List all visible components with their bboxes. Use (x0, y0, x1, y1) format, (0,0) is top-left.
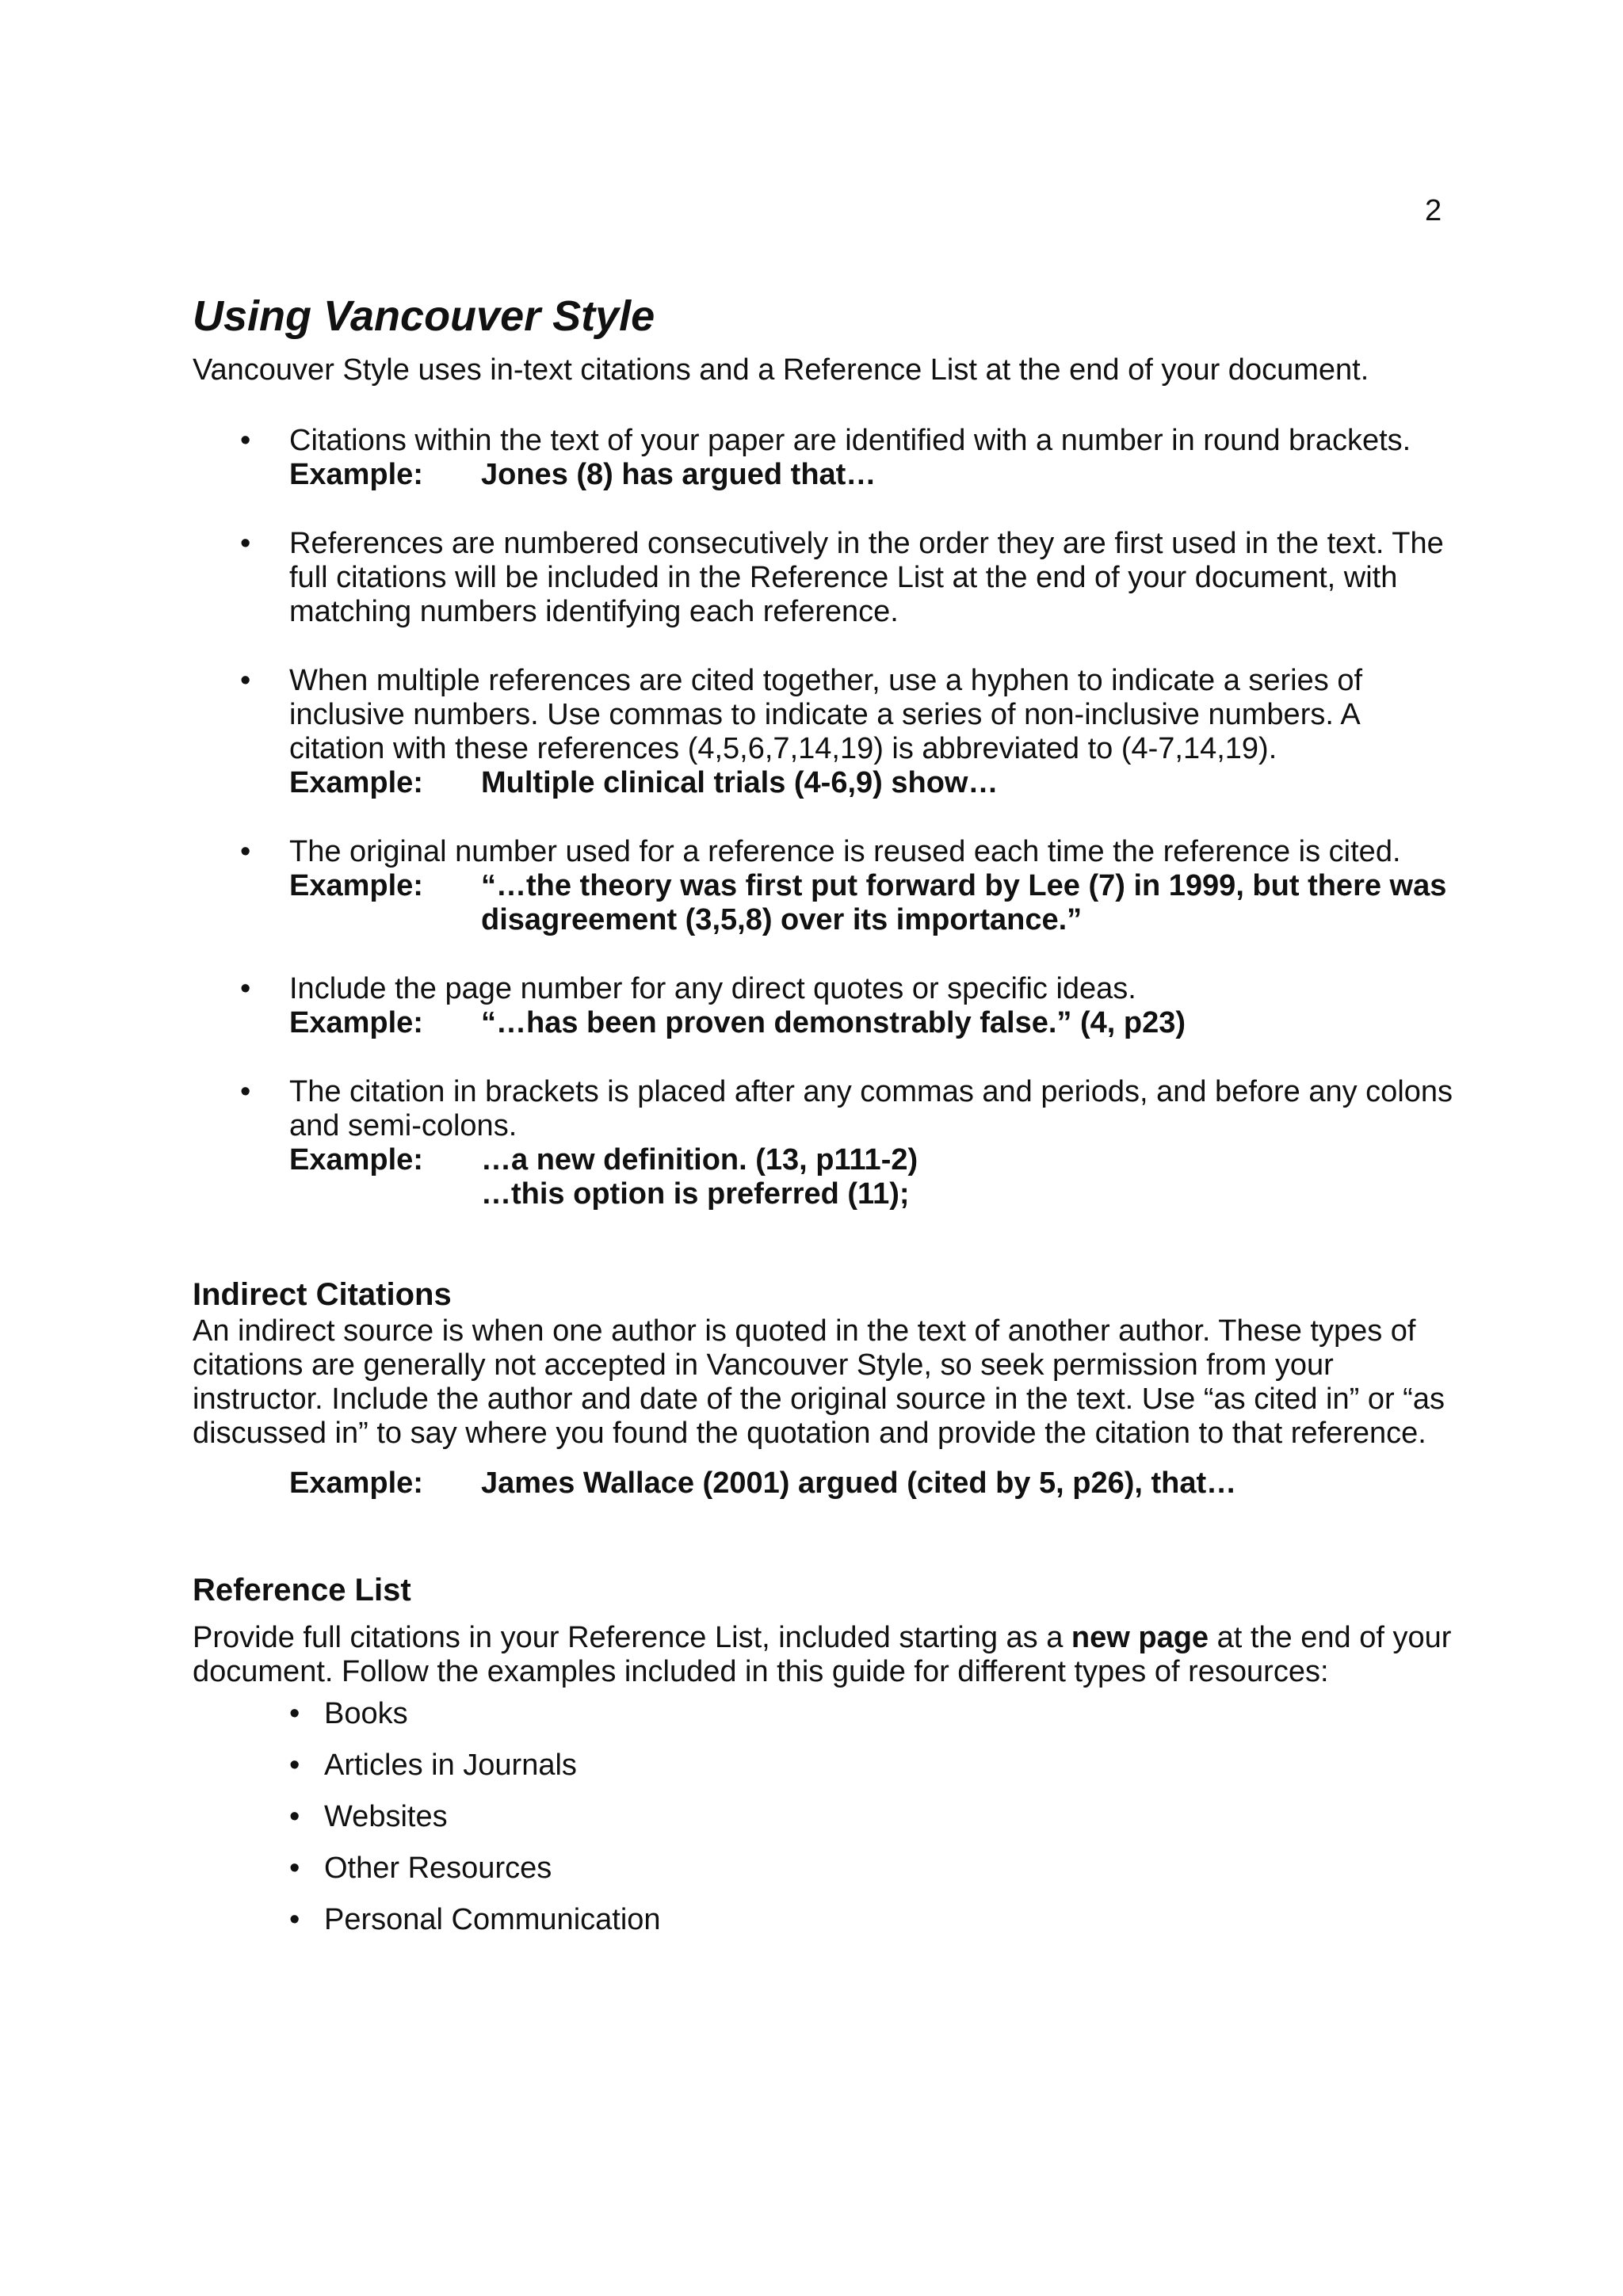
example-text (481, 1143, 1461, 1211)
rule-item (193, 1075, 1461, 1211)
example-label: Example: (289, 1143, 423, 1177)
resource-types-list (193, 1697, 1461, 1937)
bullet-icon: • (240, 1075, 251, 1108)
indirect-citations-section (193, 1275, 1461, 1501)
bullet-icon: • (289, 1697, 300, 1730)
example-text (481, 869, 1461, 937)
example-label: Example: (289, 1006, 423, 1039)
example-line: “…has been proven demonstrably false.” (4, p23) (481, 1006, 1186, 1039)
bullet-icon: • (240, 424, 251, 457)
example-row (289, 766, 1461, 800)
bullet-icon: • (289, 1749, 300, 1782)
example-text (481, 766, 1461, 800)
resource-type-item (193, 1903, 1461, 1937)
bullet-icon: • (240, 972, 251, 1005)
bullet-icon: • (289, 1903, 300, 1936)
bullet-icon: • (289, 1852, 300, 1885)
rule-item (193, 835, 1461, 937)
example-label: Example: (289, 1466, 423, 1500)
example-line: Multiple clinical trials (4-6,9) show… (481, 766, 999, 799)
reference-text-after: at the end of your document. Follow the examples included in this guide for different types of resources: (193, 1621, 1452, 1688)
example-line: “…the theory was first put forward by Lee (7) in 1999, but there was disagreement (3,5,8) over its importance.” (481, 869, 1447, 936)
example-line: …a new definition. (13, p111-2) (481, 1143, 918, 1177)
bullet-icon: • (240, 835, 251, 868)
reference-list-section (193, 1570, 1461, 1937)
example-line: …this option is preferred (11); (481, 1177, 910, 1211)
rule-item (193, 972, 1461, 1040)
example-text (481, 458, 1461, 492)
page-title: Using Vancouver Style (193, 292, 655, 340)
example-label: Example: (289, 869, 423, 902)
rule-text: Citations within the text of your paper are identified with a number in round brackets. (289, 424, 1411, 457)
bullet-icon: • (240, 664, 251, 697)
rule-text: The original number used for a reference is reused each time the reference is cited. (289, 835, 1401, 868)
example-row (289, 869, 1461, 937)
resource-type-label: Personal Communication (324, 1903, 661, 1936)
rule-item (193, 664, 1461, 800)
reference-list-heading: Reference List (193, 1573, 411, 1608)
rule-item (193, 424, 1461, 492)
example-row (289, 1143, 1461, 1211)
resource-type-label: Articles in Journals (324, 1749, 577, 1782)
example-line: Jones (8) has argued that… (481, 458, 876, 491)
indirect-citations-heading: Indirect Citations (193, 1277, 452, 1312)
resource-type-item (193, 1697, 1461, 1731)
rule-text: When multiple references are cited together, use a hyphen to indicate a series of inclusive numbers. Use commas to indicate a series of non-inclusive numbers. A citation with these references (4,5,6,7,14,19) is abbreviated to (4-7,14,19). (289, 664, 1363, 765)
resource-type-label: Other Resources (324, 1852, 552, 1885)
example-text (481, 1006, 1461, 1040)
resource-type-label: Websites (324, 1800, 448, 1833)
rule-item (193, 527, 1461, 629)
indirect-example-row (193, 1466, 1461, 1501)
resource-type-item (193, 1749, 1461, 1783)
example-row (289, 1006, 1461, 1040)
example-row (289, 458, 1461, 492)
example-text: James Wallace (2001) argued (cited by 5, p26), that… (481, 1466, 1237, 1500)
rule-text: References are numbered consecutively in the order they are first used in the text. The full citations will be included in the Reference List at the end of your document, with matching numbers identifying each reference. (289, 527, 1444, 628)
example-label: Example: (289, 766, 423, 799)
example-label: Example: (289, 458, 423, 491)
resource-type-label: Books (324, 1697, 408, 1730)
rule-text: The citation in brackets is placed after any commas and periods, and before any colons and semi-colons. (289, 1075, 1453, 1142)
rules-list (193, 424, 1461, 1211)
resource-type-item (193, 1800, 1461, 1834)
page-number: 2 (1425, 194, 1442, 227)
intro-paragraph: Vancouver Style uses in-text citations and a Reference List at the end of your document. (193, 353, 1369, 387)
reference-list-paragraph (193, 1621, 1461, 1689)
document-body (193, 288, 1461, 1955)
bullet-icon: • (240, 527, 251, 560)
resource-type-item (193, 1852, 1461, 1886)
reference-text-bold: new page (1071, 1621, 1209, 1654)
bullet-icon: • (289, 1800, 300, 1833)
rule-text: Include the page number for any direct quotes or specific ideas. (289, 972, 1136, 1005)
reference-text-before: Provide full citations in your Reference List, included starting as a (193, 1621, 1071, 1654)
indirect-citations-paragraph: An indirect source is when one author is quoted in the text of another author. These types of citations are generally not accepted in Vancouver Style, so seek permission from your instructor. Include the author and date of the original source in the text. Use “as cited in” or “as discussed in” to say where you found the quotation and provide the citation to that reference. (193, 1314, 1445, 1450)
